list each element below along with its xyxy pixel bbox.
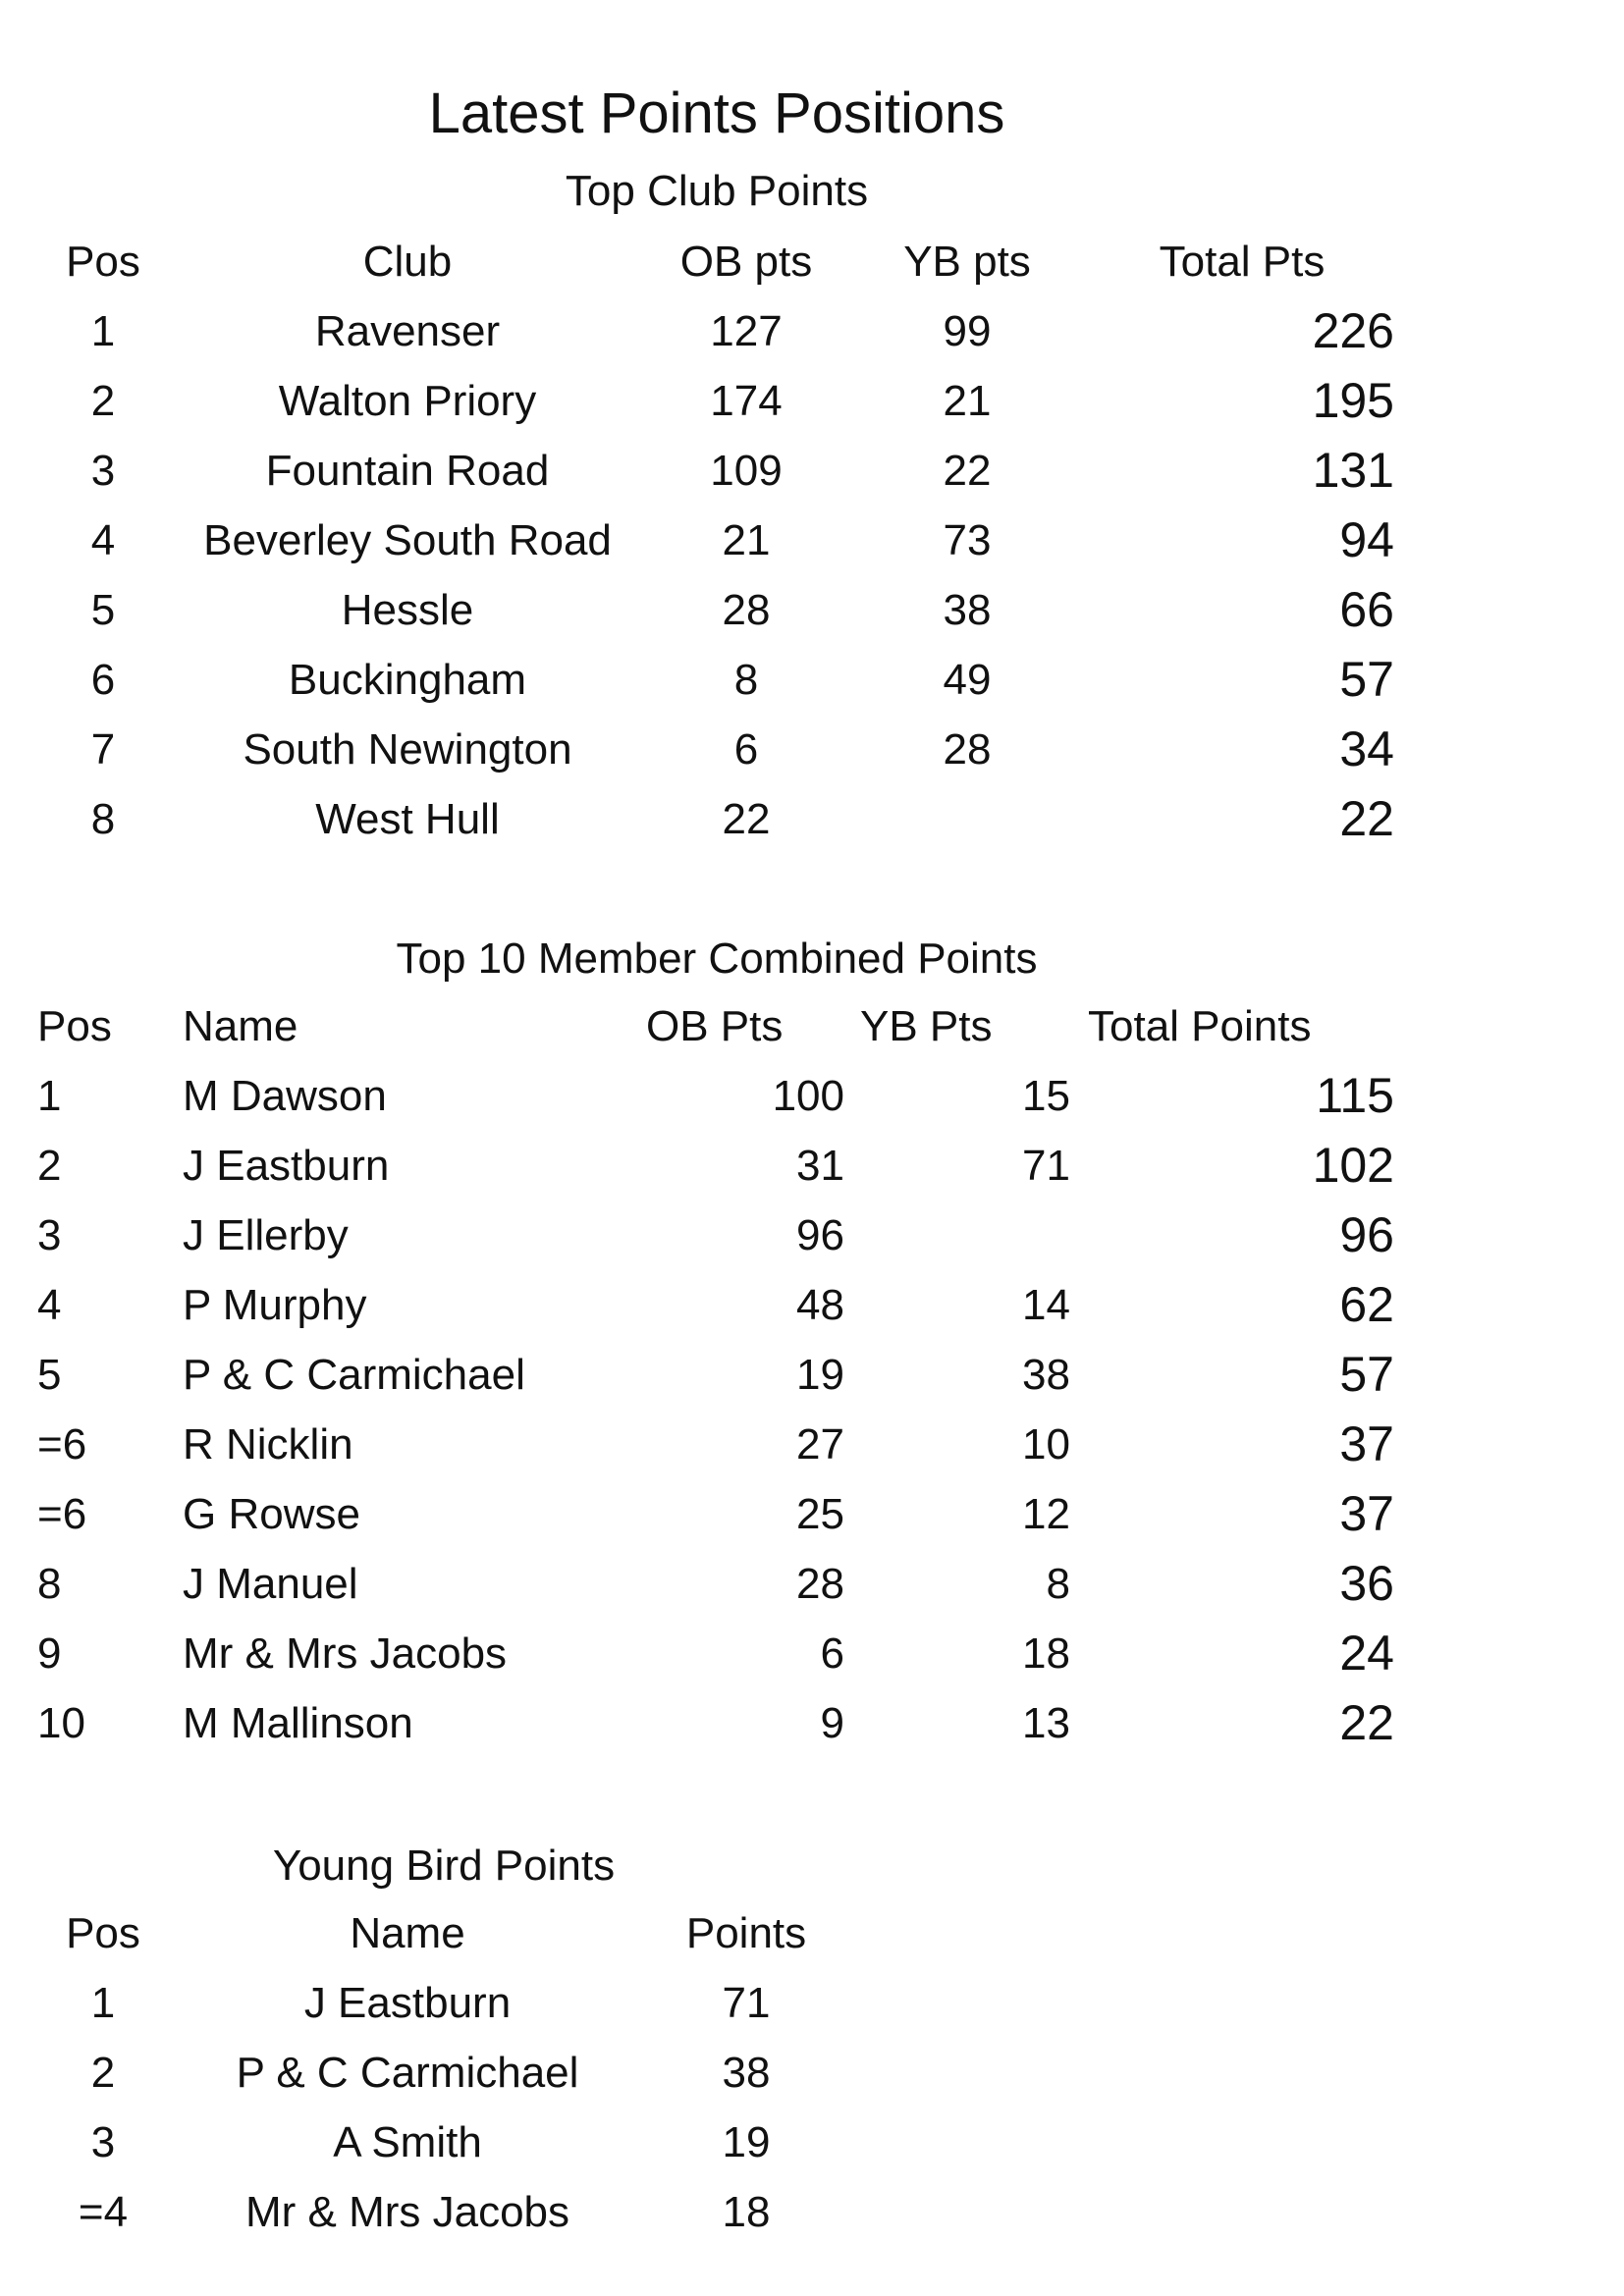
club-yb-pts: 22: [943, 447, 992, 495]
club-pos: 1: [90, 307, 116, 355]
member-points-heading: Top 10 Member Combined Points: [396, 934, 1038, 983]
member-ob-pts: 9: [820, 1699, 844, 1747]
club-name: Ravenser: [314, 307, 501, 355]
club-ob-pts: 28: [722, 586, 771, 634]
member-total-pts: 96: [1339, 1207, 1394, 1262]
member-yb-pts: 14: [1022, 1281, 1070, 1329]
young-bird-points: 38: [722, 2049, 771, 2097]
club-header-pos: Pos: [66, 238, 140, 286]
young-bird-heading: Young Bird Points: [272, 1842, 616, 1890]
club-yb-pts: 99: [943, 307, 992, 355]
member-yb-pts: 15: [1022, 1072, 1070, 1120]
young-bird-points: 19: [722, 2118, 771, 2166]
member-name: G Rowse: [183, 1490, 360, 1538]
member-total-pts: 24: [1339, 1626, 1394, 1681]
member-pos: 10: [37, 1699, 85, 1747]
member-header-pos: Pos: [37, 1002, 112, 1050]
club-yb-pts: 21: [943, 377, 992, 425]
member-name: P Murphy: [183, 1281, 367, 1329]
young-bird-name: A Smith: [333, 2118, 482, 2166]
member-total-pts: 62: [1339, 1277, 1394, 1332]
club-name: South Newington: [243, 725, 572, 774]
member-pos: 3: [37, 1211, 62, 1259]
member-total-pts: 115: [1316, 1068, 1394, 1123]
member-header-yb: YB Pts: [860, 1002, 993, 1050]
club-yb-pts: 38: [943, 586, 992, 634]
club-total-pts: 131: [1312, 443, 1394, 498]
member-ob-pts: 19: [796, 1351, 844, 1399]
member-pos: 5: [37, 1351, 62, 1399]
member-total-pts: 22: [1339, 1695, 1394, 1750]
young-bird-name: Mr & Mrs Jacobs: [244, 2188, 570, 2236]
young-bird-name: J Eastburn: [303, 1979, 512, 2027]
page-title: Latest Points Positions: [428, 81, 1005, 145]
member-pos: =6: [37, 1420, 87, 1468]
member-pos: =6: [37, 1490, 87, 1538]
member-yb-pts: 38: [1022, 1351, 1070, 1399]
member-name: R Nicklin: [183, 1420, 353, 1468]
member-name: P & C Carmichael: [183, 1351, 525, 1399]
young-bird-pos: =4: [78, 2188, 129, 2236]
member-name: J Manuel: [183, 1560, 358, 1608]
member-ob-pts: 48: [796, 1281, 844, 1329]
member-ob-pts: 6: [820, 1629, 844, 1678]
club-name: Walton Priory: [278, 377, 537, 425]
member-name: M Mallinson: [183, 1699, 413, 1747]
member-yb-pts: 8: [1046, 1560, 1070, 1608]
member-ob-pts: 96: [796, 1211, 844, 1259]
club-pos: 6: [90, 656, 116, 704]
member-pos: 1: [37, 1072, 62, 1120]
club-total-pts: 66: [1339, 582, 1394, 637]
member-total-pts: 36: [1339, 1556, 1394, 1611]
club-points-heading: Top Club Points: [565, 167, 869, 215]
club-header-total: Total Pts: [1159, 238, 1326, 286]
club-pos: 8: [90, 795, 116, 843]
club-ob-pts: 22: [722, 795, 771, 843]
club-pos: 7: [90, 725, 116, 774]
club-ob-pts: 174: [710, 377, 783, 425]
member-total-pts: 37: [1339, 1416, 1394, 1471]
member-ob-pts: 100: [772, 1072, 844, 1120]
young-bird-points: 18: [722, 2188, 771, 2236]
club-total-pts: 94: [1339, 512, 1394, 567]
young-bird-points: 71: [722, 1979, 771, 2027]
club-name: Beverley South Road: [203, 516, 612, 564]
club-pos: 4: [90, 516, 116, 564]
club-total-pts: 195: [1312, 373, 1394, 428]
club-ob-pts: 8: [733, 656, 759, 704]
member-pos: 4: [37, 1281, 62, 1329]
young-bird-pos: 1: [90, 1979, 116, 2027]
young-bird-header-points: Points: [685, 1909, 807, 1957]
member-total-pts: 57: [1339, 1347, 1394, 1402]
club-ob-pts: 127: [710, 307, 783, 355]
club-total-pts: 57: [1339, 652, 1394, 707]
member-pos: 9: [37, 1629, 62, 1678]
member-yb-pts: 13: [1022, 1699, 1070, 1747]
young-bird-header-name: Name: [350, 1909, 465, 1957]
member-header-name: Name: [183, 1002, 298, 1050]
club-total-pts: 22: [1339, 791, 1394, 846]
member-name: Mr & Mrs Jacobs: [183, 1629, 508, 1678]
club-name: West Hull: [315, 795, 500, 843]
member-name: J Ellerby: [183, 1211, 349, 1259]
member-yb-pts: 10: [1022, 1420, 1070, 1468]
young-bird-pos: 2: [90, 2049, 116, 2097]
club-pos: 3: [90, 447, 116, 495]
club-ob-pts: 109: [710, 447, 783, 495]
member-total-pts: 37: [1339, 1486, 1394, 1541]
club-ob-pts: 21: [722, 516, 771, 564]
member-name: J Eastburn: [183, 1142, 390, 1190]
member-pos: 8: [37, 1560, 62, 1608]
club-pos: 5: [90, 586, 116, 634]
club-name: Hessle: [341, 586, 474, 634]
club-header-ob: OB pts: [679, 238, 813, 286]
member-header-total: Total Points: [1088, 1002, 1312, 1050]
member-yb-pts: 71: [1022, 1142, 1070, 1190]
young-bird-name: P & C Carmichael: [236, 2049, 579, 2097]
member-yb-pts: 18: [1022, 1629, 1070, 1678]
club-yb-pts: 73: [943, 516, 992, 564]
club-pos: 2: [90, 377, 116, 425]
member-total-pts: 102: [1312, 1138, 1394, 1193]
member-ob-pts: 28: [796, 1560, 844, 1608]
member-ob-pts: 25: [796, 1490, 844, 1538]
member-yb-pts: 12: [1022, 1490, 1070, 1538]
member-ob-pts: 31: [796, 1142, 844, 1190]
club-ob-pts: 6: [733, 725, 759, 774]
club-header-club: Club: [362, 238, 453, 286]
member-header-ob: OB Pts: [646, 1002, 784, 1050]
club-header-yb: YB pts: [903, 238, 1031, 286]
club-total-pts: 34: [1339, 721, 1394, 776]
member-pos: 2: [37, 1142, 62, 1190]
member-ob-pts: 27: [796, 1420, 844, 1468]
young-bird-header-pos: Pos: [66, 1909, 140, 1957]
young-bird-pos: 3: [90, 2118, 116, 2166]
club-yb-pts: 28: [943, 725, 992, 774]
club-name: Fountain Road: [265, 447, 550, 495]
club-yb-pts: 49: [943, 656, 992, 704]
club-name: Buckingham: [288, 656, 527, 704]
member-name: M Dawson: [183, 1072, 387, 1120]
club-total-pts: 226: [1312, 303, 1394, 358]
